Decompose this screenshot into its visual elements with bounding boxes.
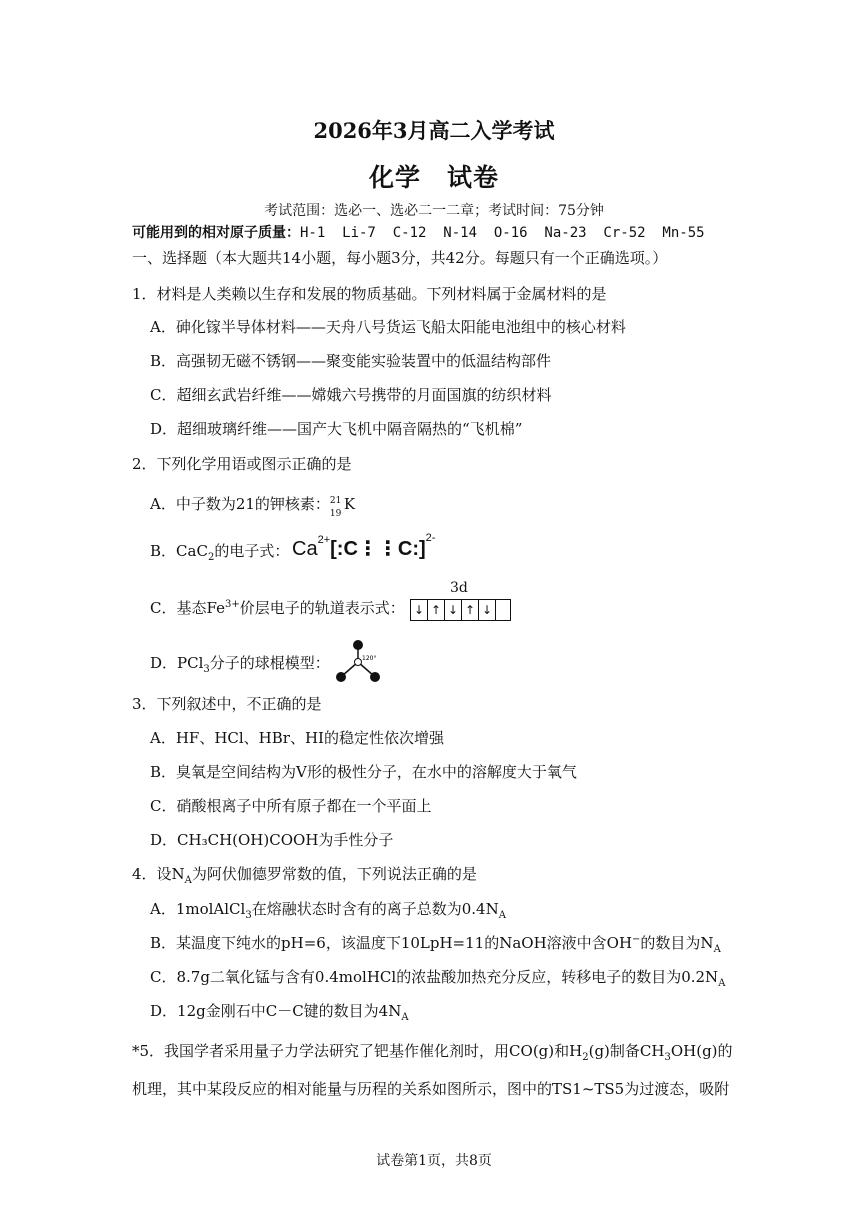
q2-c-charge: 3+ xyxy=(224,599,240,610)
q5-line-1 xyxy=(132,1040,733,1062)
q5-line1-sub2: 3 xyxy=(664,1052,671,1063)
q2-a-atomic-number: 19 xyxy=(329,509,342,519)
q2-b-cation-charge: 2+ xyxy=(317,534,331,547)
orbital-box xyxy=(496,600,510,620)
q4-b-sub: A xyxy=(713,944,721,955)
q4-stem-1: 4．设N xyxy=(132,865,185,883)
q4-a-2: 在熔融状态时含有的离子总数为0.4N xyxy=(251,900,499,918)
q5-line-2: 机理，其中某段反应的相对能量与历程的关系如图所示，图中的TS1~TS5为过渡态，吸附 xyxy=(132,1080,730,1098)
atomic-mass-values: H-1 Li-7 C-12 N-14 O-16 Na-23 Cr-52 Mn-55 xyxy=(300,225,705,241)
q2-d-formula: PCl xyxy=(177,654,204,672)
q5-line1-2: (g)制备CH xyxy=(588,1042,665,1060)
q4-c-1: C．8.7g二氧化锰与含有0.4molHCl的浓盐酸加热充分反应，转移电子的数目为0.2N xyxy=(150,968,719,986)
q2-b-text: 的电子式： xyxy=(214,542,290,560)
q2-a-mass-number: 21 xyxy=(329,496,342,506)
q4-a-1: A．1molAlCl xyxy=(150,900,246,918)
q5-line1-1: *5．我国学者采用量子力学法研究了钯基作催化剂时，用CO(g)和H xyxy=(132,1042,583,1060)
q2-b-anion: [:C⋮⋮C:] xyxy=(330,538,426,560)
atomic-mass-label: 可能用到的相对原子质量： xyxy=(132,225,300,241)
atomic-mass-line xyxy=(132,222,705,242)
q2-b-sub: 2 xyxy=(207,552,215,563)
q2-d-label: D． xyxy=(150,654,178,672)
q3-option-d xyxy=(150,829,393,851)
q4-option-c xyxy=(150,966,725,988)
q1-option-c: C．超细玄武岩纤维——嫦娥六号携带的月面国旗的纺织材料 xyxy=(150,386,552,404)
q2-c-orbital-diagram xyxy=(410,599,511,621)
q4-d-sub: A xyxy=(401,1012,409,1023)
q5-line1-3: OH(g)的 xyxy=(670,1042,733,1060)
q3-stem: 3．下列叙述中，不正确的是 xyxy=(132,695,322,713)
q1-stem: 1．材料是人类赖以生存和发展的物质基础。下列材料属于金属材料的是 xyxy=(132,285,607,303)
q4-stem-sub: A xyxy=(184,875,192,886)
q2-b-electron-formula xyxy=(292,534,435,564)
q3-option-b: B．臭氧是空间结构为V形的极性分子，在水中的溶解度大于氧气 xyxy=(150,763,577,781)
q4-b-sup: − xyxy=(632,934,641,945)
section-heading: 一、选择题（本大题共14小题，每小题3分，共42分。每题只有一个正确选项。） xyxy=(132,249,668,267)
q3-option-c: C．硝酸根离子中所有原子都在一个平面上 xyxy=(150,797,432,815)
q2-d-ball-stick-model xyxy=(332,638,384,686)
exam-title: 2026年3月高二入学考试 xyxy=(313,118,555,143)
q2-option-d xyxy=(150,652,330,674)
q2-option-a xyxy=(150,493,356,519)
page-footer: 试卷第1页，共8页 xyxy=(376,1153,492,1169)
q2-c-text-1: C．基态Fe xyxy=(150,599,225,617)
q4-a-sub2: A xyxy=(498,910,506,921)
orbital-box: ↓ xyxy=(445,600,462,620)
q3-d-label: D． xyxy=(150,831,178,849)
q2-option-b xyxy=(150,540,289,562)
q2-a-nuclide xyxy=(329,493,344,519)
q2-d-sub: 3 xyxy=(203,664,210,675)
q2-option-c xyxy=(150,597,405,619)
q3-d-formula: CH₃CH(OH)COOH xyxy=(177,831,319,849)
exam-scope: 考试范围：选必一、选必二一二章；考试时间：75分钟 xyxy=(264,203,604,219)
orbital-box: ↑ xyxy=(462,600,479,620)
q4-a-sub: 3 xyxy=(245,910,252,921)
q2-b-formula: CaC xyxy=(176,542,208,560)
q1-option-d: D．超细玻璃纤维——国产大飞机中隔音隔热的“飞机棉” xyxy=(150,420,523,438)
subject-title: 化学 试卷 xyxy=(368,163,499,192)
orbital-box: ↓ xyxy=(479,600,496,620)
q5-line1-sub1: 2 xyxy=(582,1052,589,1063)
q1-option-a: A．砷化镓半导体材料——天舟八号货运飞船太阳能电池组中的核心材料 xyxy=(150,318,626,336)
q2-a-symbol: K xyxy=(343,495,356,513)
q4-option-b xyxy=(150,932,721,954)
q2-b-label: B． xyxy=(150,542,177,560)
q2-stem: 2．下列化学用语或图示正确的是 xyxy=(132,455,352,473)
q4-option-a xyxy=(150,898,506,920)
q4-c-sub: A xyxy=(718,978,726,989)
q2-d-text: 分子的球棍模型： xyxy=(209,654,330,672)
q1-option-b: B．高强韧无磁不锈钢——聚变能实验装置中的低温结构部件 xyxy=(150,352,552,370)
q2-c-text-2: 价层电子的轨道表示式： xyxy=(239,599,405,617)
q3-d-text: 为手性分子 xyxy=(318,831,394,849)
q2-a-text: A．中子数为21的钾核素： xyxy=(150,495,330,513)
q4-d-1: D．12g金刚石中C－C键的数目为4N xyxy=(150,1002,402,1020)
q2-c-orbital-label: 3d xyxy=(450,580,468,596)
q3-option-a: A．HF、HCl、HBr、HI的稳定性依次增强 xyxy=(150,729,444,747)
q2-b-anion-charge: 2- xyxy=(425,532,436,545)
q4-stem-2: 为阿伏伽德罗常数的值，下列说法正确的是 xyxy=(191,865,477,883)
q4-option-d xyxy=(150,1000,409,1022)
orbital-box: ↑ xyxy=(428,600,445,620)
q2-b-cation: Ca xyxy=(292,538,318,560)
q4-stem xyxy=(132,863,477,885)
q4-b-2: 的数目为N xyxy=(640,934,714,952)
q2-d-angle-label: 120° xyxy=(362,655,377,662)
q4-b-1: B．某温度下纯水的pH=6，该温度下10LpH=11的NaOH溶液中含OH xyxy=(150,934,633,952)
orbital-box: ↓ xyxy=(411,600,428,620)
